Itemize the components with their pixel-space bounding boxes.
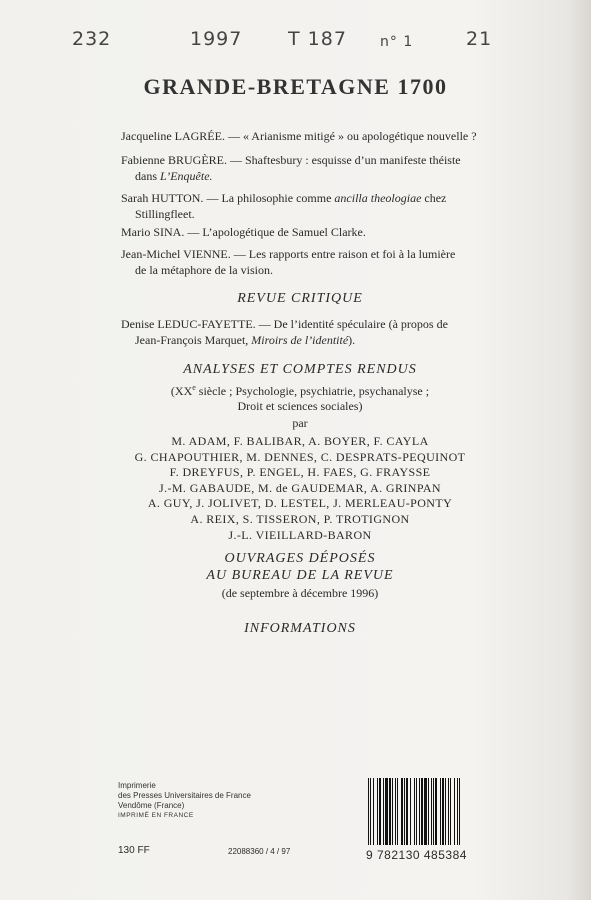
entry-title: — Les rapports entre raison et foi à la lumière: [230, 247, 456, 261]
reviewer-line: A. REIX, S. TISSERON, P. TROTIGNON: [190, 511, 410, 526]
entry-title: — « Arianisme mitigé » ou apologétique nouvelle ?: [224, 129, 477, 143]
entry-author: Fabienne BRUGÈRE.: [121, 153, 227, 167]
entry-author: Sarah HUTTON.: [121, 191, 204, 205]
section-heading-informations: INFORMATIONS: [244, 621, 356, 636]
handwritten-note-232: 232: [72, 28, 112, 50]
entry-title: — Shaftesbury : esquisse d’un manifeste théiste: [227, 153, 461, 167]
handwritten-note-21: 21: [466, 28, 493, 50]
reviewer-line: G. CHAPOUTHIER, M. DENNES, C. DESPRATS-PEQUINOT: [134, 449, 466, 464]
barcode-image: [366, 778, 501, 845]
handwritten-note-year: 1997: [190, 28, 243, 50]
section-heading-ouvrages: OUVRAGES DÉPOSÉS AU BUREAU DE LA REVUE: [206, 551, 394, 583]
reviewer-line: F. DREYFUS, P. ENGEL, H. FAES, G. FRAYSSE: [169, 465, 431, 480]
toc-entry: [121, 128, 500, 144]
entry-title-italic: ancilla theologiae: [334, 191, 422, 205]
printer-imprint: Imprimerie des Presses Universitaires de France Vendôme (France) IMPRIMÉ EN FRANCE: [118, 781, 251, 819]
entry-author: Mario SINA.: [121, 225, 185, 239]
issue-title: GRANDE-BRETAGNE 1700: [143, 74, 448, 99]
entry-author: Jacqueline LAGRÉE.: [121, 129, 225, 143]
print-code: 22088360 / 4 / 97: [228, 847, 291, 856]
reviewer-line: M. ADAM, F. BALIBAR, A. BOYER, F. CAYLA: [171, 434, 429, 448]
toc-entry: Sarah HUTTON. — La philosophie comme ancilla theologiae chez Stillingfleet.: [121, 191, 447, 221]
section-heading-analyses: ANALYSES ET COMPTES RENDUS: [183, 362, 417, 377]
price: 130 FF: [118, 845, 150, 856]
entry-author: Jean-Michel VIENNE.: [121, 247, 231, 261]
by-label: par: [292, 416, 308, 430]
ouvrages-dates: (de septembre à décembre 1996): [221, 586, 379, 600]
reviewer-line: J.-L. VIEILLARD-BARON: [228, 527, 372, 542]
handwritten-note-number: n° 1: [380, 34, 414, 50]
handwritten-note-volume: T 187: [288, 28, 347, 50]
ean-number: 9 782130 485384: [366, 848, 467, 862]
toc-entry: [121, 224, 500, 240]
reviewer-line: J.-M. GABAUDE, M. de GAUDEMAR, A. GRINPAN: [159, 480, 441, 495]
revue-entry: Denise LEDUC-FAYETTE. — De l’identité spéculaire (à propos de Jean-François Marquet, Miroirs de l’identité).: [121, 317, 448, 347]
reviewer-line: A. GUY, J. JOLIVET, D. LESTEL, J. MERLEAU-PONTY: [147, 496, 453, 511]
analyses-subtitle: (XXe siècle ; Psychologie, psychiatrie, psychanalyse ; Droit et sciences sociales): [170, 383, 430, 413]
toc-entry: Fabienne BRUGÈRE. — Shaftesbury : esquisse d’un manifeste théiste dans L’Enquête.: [121, 153, 461, 183]
section-heading-revue-critique: REVUE CRITIQUE: [237, 291, 363, 306]
entry-title: — L’apologétique de Samuel Clarke.: [184, 225, 366, 239]
entry-title-italic: L’Enquête.: [160, 169, 213, 183]
toc-entry: Jean-Michel VIENNE. — Les rapports entre raison et foi à la lumière de la métaphore de la vision.: [121, 247, 456, 277]
reviewer-list: [100, 434, 500, 543]
